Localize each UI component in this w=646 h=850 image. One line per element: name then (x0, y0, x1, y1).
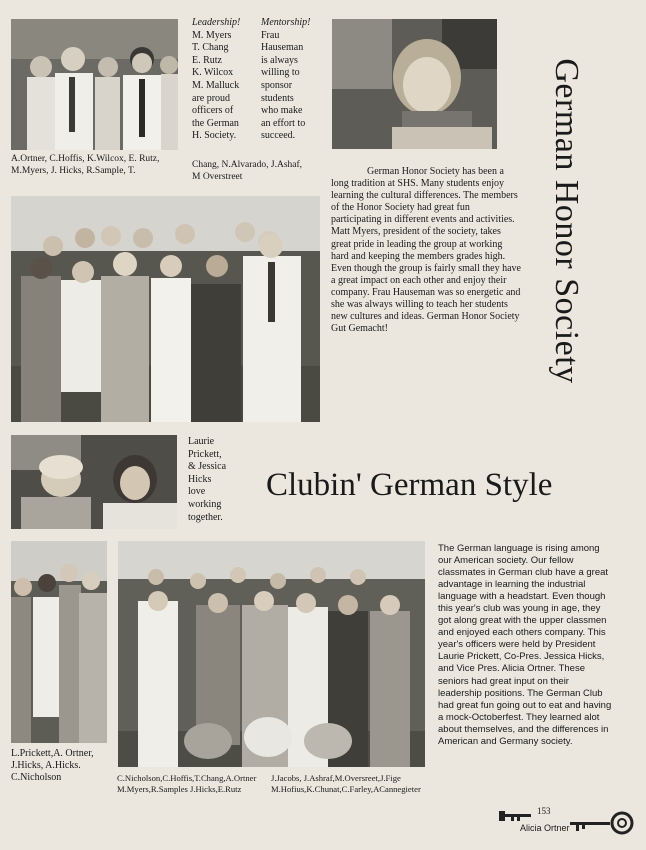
caption-line: J.Hicks, A.Hicks. (11, 760, 81, 771)
officers-line: officers of (192, 105, 234, 117)
caption-line: L.Prickett,A. Ortner, (11, 748, 94, 759)
caption-line: Hicks (188, 473, 212, 485)
officers-heading: Leadership! (192, 17, 241, 28)
club-officers-caption (11, 748, 94, 784)
mentorship-line: students (261, 92, 294, 104)
caption-line: M.Myers, J. Hicks, R.Sample, T. (11, 165, 136, 176)
officers-caption (11, 154, 159, 177)
mentorship-list (261, 17, 310, 143)
officers-photo (11, 19, 178, 150)
mentorship-line: Frau (261, 29, 280, 41)
honor-society-body: German Honor Society has been a long tradition at SHS. Many students enjoy learning the cultural differences. The members of the Honor Society had great fun participating in different events and activities. Matt Myers, president of the society, takes great pride in leading the group at working hard and keeping the members grades high. Even though the group is fairly small they have a great impact on each other and enjoy their company. Frau Hauseman was so energetic and she was always willing to teach her students new cultures and ideas. German Honor Society Gut Gemacht! (331, 166, 521, 335)
officers-list (192, 17, 240, 143)
page-number: 153 (537, 806, 551, 816)
officers-line: H. Society. (192, 130, 237, 142)
club-group-photo (118, 541, 425, 767)
caption-line: & Jessica (188, 461, 227, 473)
caption-line: C.Nicholson,C.Hoffis,T.Chang,A.Ortner (117, 773, 257, 783)
key-ornament-left (497, 807, 533, 825)
mentorship-line: succeed. (261, 130, 296, 142)
key-ornament-right (570, 802, 636, 836)
caption-line: Chang, N.Alvarado, J.Ashaf, (192, 160, 303, 170)
caption-line: Prickett, (188, 448, 222, 460)
honor-society-title (530, 36, 602, 406)
mentorship-heading: Mentorship! (261, 17, 311, 28)
mentorship-line: an effort to (261, 117, 306, 129)
photo-credit: Alicia Ortner (520, 823, 570, 833)
officers-line: M. Myers (192, 29, 232, 41)
club-group-caption-left (117, 773, 256, 795)
caption-line: together. (188, 511, 223, 523)
club-group-caption-right (271, 773, 421, 795)
caption-line: M Overstreet (192, 171, 243, 182)
honor-group-photo (11, 196, 320, 422)
pair-photo (11, 435, 177, 529)
mentorship-line: sponsor (261, 79, 293, 91)
caption-line: Laurie (188, 436, 215, 447)
mentorship-line: who make (261, 105, 303, 117)
club-officers-photo (11, 541, 107, 743)
caption-line: M.Hofius,K.Chunat,C.Farley,ACannegieter (271, 784, 421, 794)
mentorship-line: is always (261, 54, 298, 66)
advisor-photo (332, 19, 497, 149)
officers-line: K. Wilcox (192, 67, 234, 79)
german-club-body: The German language is rising among our American society. Our fellow classmates in German club have a great advantage in learning the industrial language with a headstart. Even though this year's club was young in age, they got along great with the upper classmen and enjoyed each others company. This year's officers were held by President Laurie Prickett, Co-Pres. Jessica Hicks, and Vice Pres. Alicia Ortner. These seniors had great input on their leadership positions. The German Club had great fun going out to eat and having a mock-Octoberfest. They learned alot about themselves, and the differences in American and Germany society. (438, 543, 612, 747)
honor-society-title-text: German Honor Society (548, 58, 585, 384)
caption-line: love (188, 486, 206, 498)
officers-line: E. Rutz (192, 54, 222, 66)
caption-line: J.Jacobs, J.Ashraf,M.Oversreet,J.Fige (271, 773, 401, 783)
caption-line: M.Myers,R.Samples J.Hicks,E.Rutz (117, 784, 242, 794)
german-club-title: Clubin' German Style (266, 467, 553, 503)
officers-line: M. Malluck (192, 79, 240, 91)
pair-caption (188, 436, 226, 524)
caption-line: C.Nicholson (11, 772, 62, 783)
officers-caption-cont (192, 160, 302, 183)
mentorship-line: willing to (261, 67, 300, 79)
mentorship-line: Hauseman (261, 42, 304, 54)
officers-line: the German (192, 117, 239, 129)
officers-line: are proud (192, 92, 231, 104)
officers-line: T. Chang (192, 42, 229, 54)
caption-line: working (188, 498, 222, 510)
caption-line: A.Ortner, C.Hoffis, K.Wilcox, E. Rutz, (11, 154, 160, 164)
